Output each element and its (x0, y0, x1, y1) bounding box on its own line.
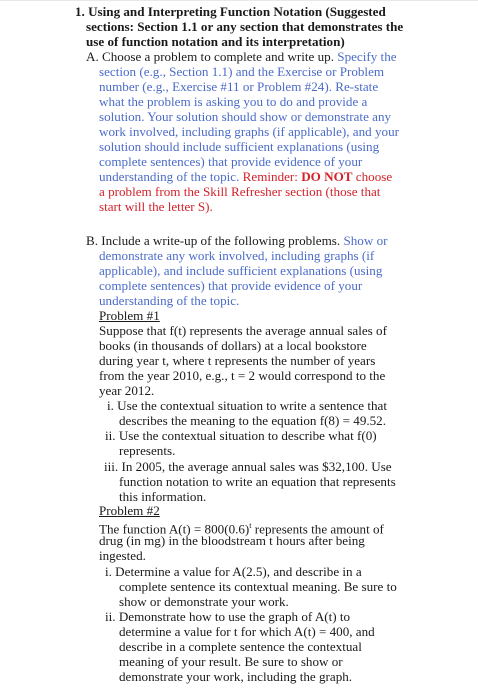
part-b-instruction: B. Include a write-up of the following problems. (86, 233, 341, 248)
problem-2-function-desc: represents the amount of (251, 521, 384, 537)
part-a-line-1 (86, 49, 397, 64)
problem-2-function: The function A(t) = 800(0.6) (99, 521, 250, 537)
problem-2-q1-line-1: i. Determine a value for A(2.5), and describe in a (105, 564, 362, 579)
problem-2-exponent: t (249, 521, 252, 530)
part-a-blue-line-6: solution should include sufficient explanations (using (99, 139, 380, 154)
problem-2-q2-line-2: determine a value for t for which A(t) = 400, and (119, 624, 375, 639)
part-b-blue-line-4: understanding of the topic. (99, 293, 240, 308)
problem-2-q2-line-3: describe in a complete sentence the contextual (119, 639, 362, 654)
part-a-blue-line-1: section (e.g., Section 1.1) and the Exercise or Problem (99, 64, 385, 79)
problem-1-text-1: Suppose that f(t) represents the average annual sales of (99, 323, 387, 338)
part-b-blue-line-2: applicable), and include sufficient explanations (using (99, 263, 383, 278)
part-b-blue-line-1: demonstrate any work involved, including graphs (if (99, 248, 375, 263)
part-a-blue-line-7: complete sentences) that provide evidence of your (99, 154, 363, 169)
part-a-blue-line-5: work involved, including graphs (if applicable), and your (99, 124, 399, 139)
part-a-blue-start: Specify the (337, 49, 397, 64)
do-not-emphasis: DO NOT (301, 169, 353, 184)
problem-2-text-2: drug (in mg) in the bloodstream t hours after being (99, 533, 365, 548)
problem-1-q2-line-2: represents. (119, 443, 176, 458)
problem-1-text-3: during year t, where t represents the number of years (99, 353, 376, 368)
item1-heading-line-3: use of function notation and its interpretation) (86, 34, 345, 49)
problem-1-title: Problem #1 (99, 308, 160, 323)
problem-1-q2-line-1: ii. Use the contextual situation to describe what f(0) (105, 428, 377, 443)
reminder-label: Reminder: (242, 169, 298, 184)
item1-heading-line-1: 1. Using and Interpreting Function Notation (Suggested (75, 4, 386, 19)
part-a-instruction: A. Choose a problem to complete and write up. (86, 49, 334, 64)
part-a-blue-line-4: solution. Your solution should show or demonstrate any (99, 109, 392, 124)
part-b-blue-start: Show or (343, 233, 388, 248)
problem-1-text-4: from the year 2010, e.g., t = 2 would correspond to the (99, 368, 386, 383)
part-a-red-line-1: a problem from the Skill Refresher section (those that (99, 184, 381, 199)
problem-1-text-2: books (in thousands of dollars) at a local bookstore (99, 338, 367, 353)
problem-2-q1-line-2: complete sentence its contextual meaning. Be sure to (119, 579, 397, 594)
item1-heading-line-2: sections: Section 1.1 or any section that demonstrates the (86, 19, 404, 34)
part-a-blue-line-3: what the problem is asking you to do and provide a (99, 94, 368, 109)
problem-1-q3-line-1: iii. In 2005, the average annual sales was $32,100. Use (104, 459, 392, 474)
problem-1-q3-line-2: function notation to write an equation that represents (119, 474, 396, 489)
problem-1-text-5: year 2012. (99, 383, 155, 398)
problem-1-q1-line-2: describes the meaning to the equation f(8) = 49.52. (119, 413, 387, 428)
problem-2-text-3: ingested. (99, 548, 146, 563)
problem-2-q1-line-3: show or demonstrate your work. (119, 594, 289, 609)
problem-2-title: Problem #2 (99, 503, 160, 518)
part-a-blue-line-2: number (e.g., Exercise #11 or Problem #24). Re-state (99, 79, 379, 94)
problem-2-q2-line-5: demonstrate your work, including the graph. (119, 669, 353, 684)
problem-1-q3-line-3: this information. (119, 489, 207, 504)
top-divider (0, 0, 478, 1)
problem-2-q2-line-1: ii. Demonstrate how to use the graph of A(t) to (105, 609, 351, 624)
problem-1-q1-line-1: i. Use the contextual situation to write a sentence that (107, 398, 387, 413)
part-b-blue-line-3: complete sentences) that provide evidence of your (99, 278, 363, 293)
part-a-red-line-2: start will the letter S). (99, 199, 213, 214)
part-a-line-9 (99, 169, 392, 184)
problem-2-q2-line-4: meaning of your result. Be sure to show or (119, 654, 343, 669)
part-b-line-1 (86, 233, 387, 248)
reminder-choose: choose (355, 169, 393, 184)
part-a-blue-end: understanding of the topic. (99, 169, 240, 184)
